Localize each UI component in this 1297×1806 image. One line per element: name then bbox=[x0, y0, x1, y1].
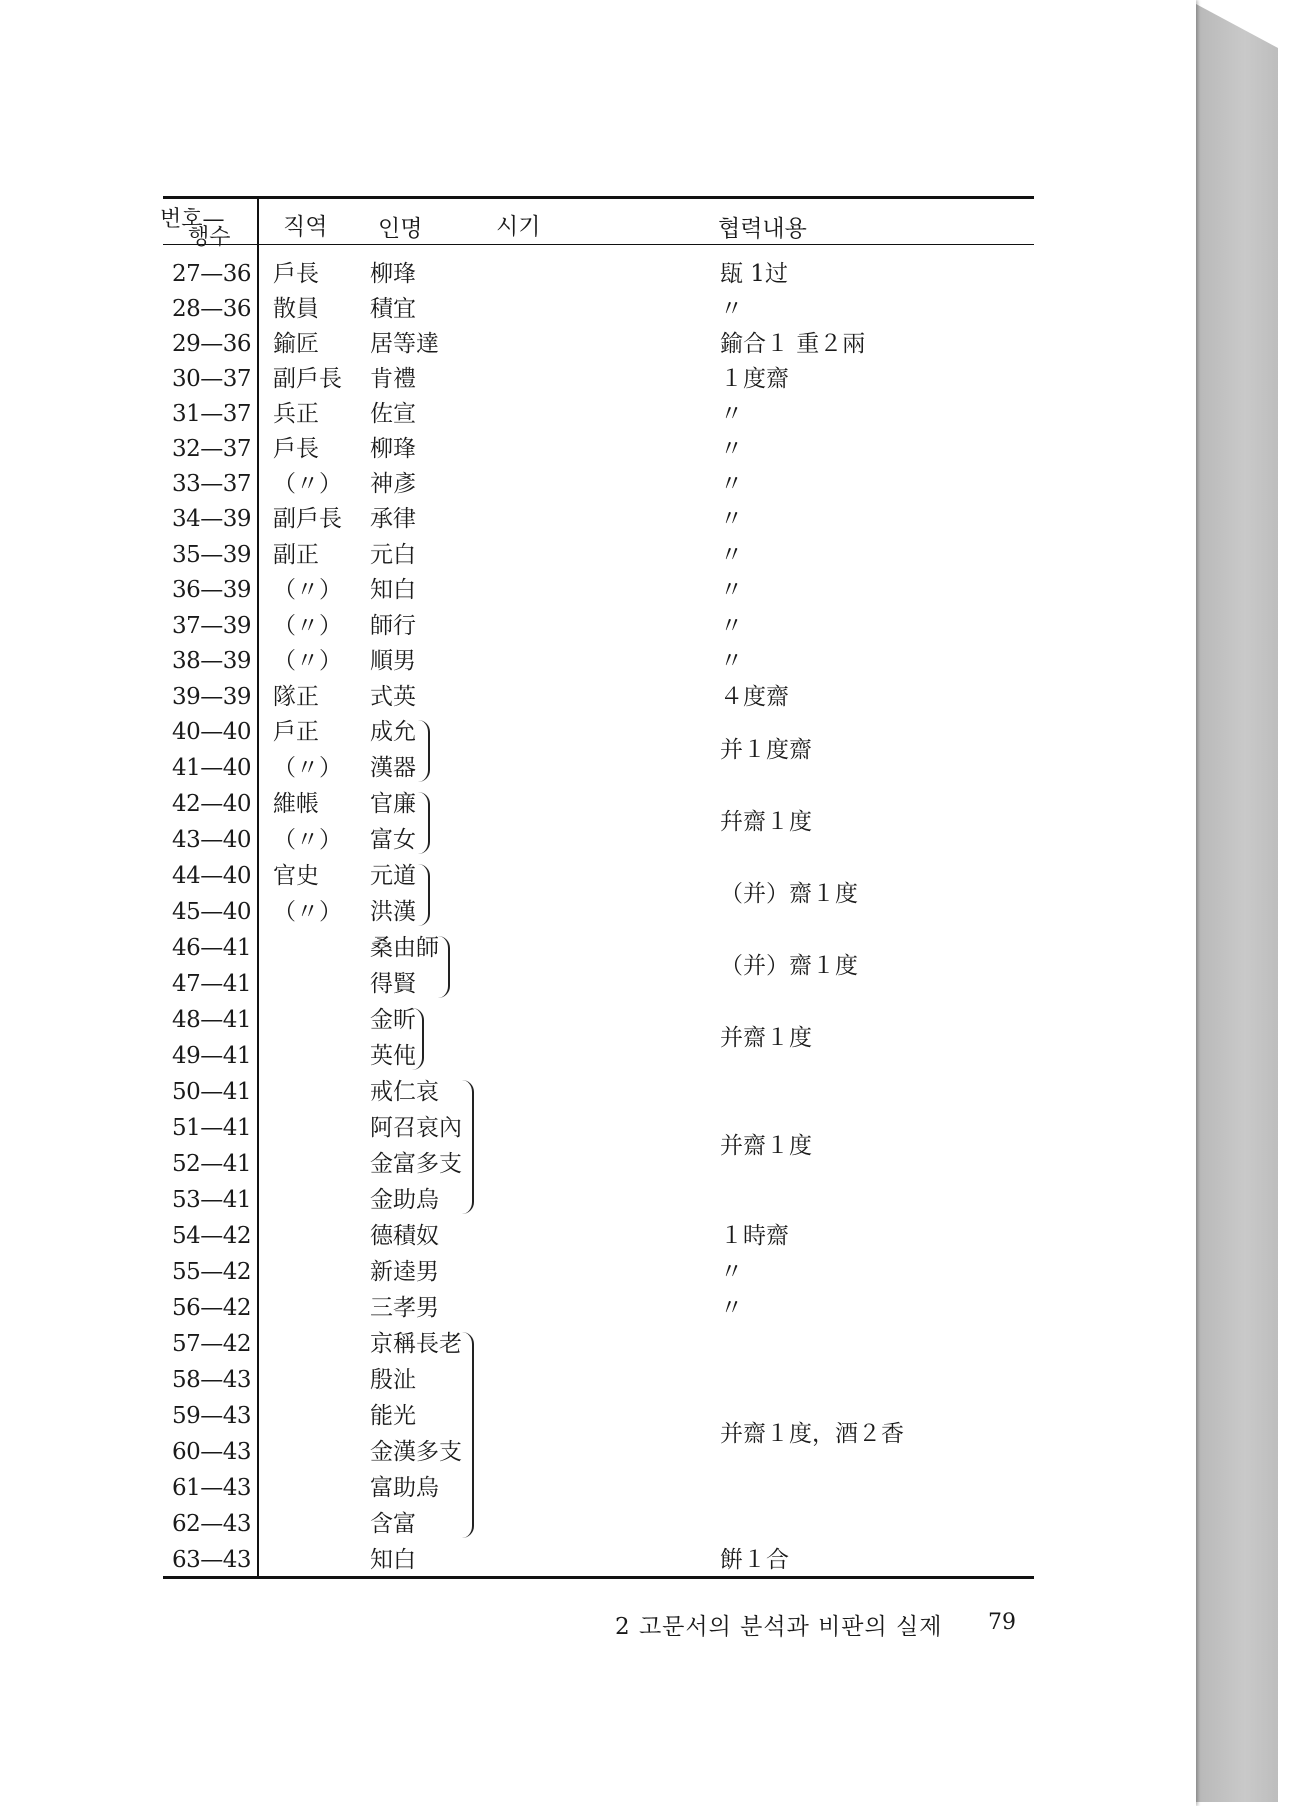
row-number: 42—40 bbox=[172, 791, 252, 817]
row-name: 柳琒 bbox=[370, 261, 416, 287]
row-region: （〃） bbox=[273, 899, 342, 925]
row-number: 55—42 bbox=[172, 1259, 252, 1285]
row-name: 德積奴 bbox=[370, 1223, 439, 1249]
row-name: 富助烏 bbox=[370, 1475, 439, 1501]
row-number: 49—41 bbox=[172, 1043, 252, 1069]
row-content: 〃 bbox=[720, 1259, 743, 1285]
row-name: 成允 bbox=[370, 719, 416, 745]
row-name: 式英 bbox=[370, 684, 416, 710]
row-name: 漢器 bbox=[370, 755, 416, 781]
row-content: 鍮合１ 重２兩 bbox=[720, 331, 866, 357]
row-number: 59—43 bbox=[172, 1403, 252, 1429]
table-bottom-rule bbox=[163, 1576, 1034, 1579]
row-region: （〃） bbox=[273, 613, 342, 639]
row-name: 積宜 bbox=[370, 296, 416, 322]
row-name: 肯禮 bbox=[370, 366, 416, 392]
row-content: １度齋 bbox=[720, 366, 789, 392]
row-name: 柳琒 bbox=[370, 436, 416, 462]
row-content: 〃 bbox=[720, 436, 743, 462]
group-brace bbox=[418, 864, 430, 926]
row-name: 能光 bbox=[370, 1403, 416, 1429]
row-name: 戒仁哀 bbox=[370, 1079, 439, 1105]
row-number: 61—43 bbox=[172, 1475, 252, 1501]
group-brace bbox=[462, 1080, 474, 1214]
row-name: 元白 bbox=[370, 542, 416, 568]
row-number: 29—36 bbox=[172, 331, 252, 357]
group-content: （并）齋１度 bbox=[720, 881, 858, 907]
row-region: 戶正 bbox=[273, 719, 319, 745]
group-content: 幷齋１度 bbox=[720, 809, 812, 835]
row-content: １時齋 bbox=[720, 1223, 789, 1249]
row-region: 官史 bbox=[273, 863, 319, 889]
row-name: 順男 bbox=[370, 648, 416, 674]
row-number: 40—40 bbox=[172, 719, 252, 745]
book-edge bbox=[1196, 4, 1278, 1802]
group-brace bbox=[462, 1332, 474, 1538]
row-number: 51—41 bbox=[172, 1115, 252, 1141]
row-number: 48—41 bbox=[172, 1007, 252, 1033]
row-number: 52—41 bbox=[172, 1151, 252, 1177]
row-number: 33—37 bbox=[172, 471, 252, 497]
row-region: （〃） bbox=[273, 827, 342, 853]
row-region: 副戶長 bbox=[273, 506, 342, 532]
row-region: （〃） bbox=[273, 577, 342, 603]
row-content: 〃 bbox=[720, 471, 743, 497]
row-name: 官廉 bbox=[370, 791, 416, 817]
group-brace bbox=[418, 792, 430, 854]
row-content: ４度齋 bbox=[720, 684, 789, 710]
number-column-divider bbox=[257, 198, 259, 1576]
page-number: 79 bbox=[988, 1610, 1016, 1635]
row-number: 58—43 bbox=[172, 1367, 252, 1393]
row-number: 44—40 bbox=[172, 863, 252, 889]
row-region: 鍮匠 bbox=[273, 331, 319, 357]
group-brace bbox=[418, 720, 430, 782]
row-name: 金漢多支 bbox=[370, 1439, 462, 1465]
row-region: （〃） bbox=[273, 471, 342, 497]
row-name: 金助烏 bbox=[370, 1187, 439, 1213]
group-content: 并１度齋 bbox=[720, 737, 812, 763]
row-number: 38—39 bbox=[172, 648, 252, 674]
row-name: 洪漢 bbox=[370, 899, 416, 925]
row-name: 居等達 bbox=[370, 331, 439, 357]
table-header-rule bbox=[163, 244, 1034, 245]
row-content: 〃 bbox=[720, 1295, 743, 1321]
row-number: 53—41 bbox=[172, 1187, 252, 1213]
row-number: 60—43 bbox=[172, 1439, 252, 1465]
row-number: 57—42 bbox=[172, 1331, 252, 1357]
row-region: 散員 bbox=[273, 296, 319, 322]
row-content: 餠１合 bbox=[720, 1547, 789, 1573]
table-top-rule bbox=[163, 196, 1034, 199]
row-number: 47—41 bbox=[172, 971, 252, 997]
row-content: 〃 bbox=[720, 542, 743, 568]
row-name: 知白 bbox=[370, 1547, 416, 1573]
row-name: 知白 bbox=[370, 577, 416, 603]
row-name: 神彥 bbox=[370, 471, 416, 497]
header-line-count: 행수 bbox=[188, 225, 231, 250]
row-number: 35—39 bbox=[172, 542, 252, 568]
header-number: 번호— bbox=[160, 207, 225, 232]
running-title: 2 고문서의 분석과 비판의 실제 bbox=[615, 1614, 943, 1640]
row-number: 41—40 bbox=[172, 755, 252, 781]
row-name: 得賢 bbox=[370, 971, 416, 997]
header-name: 인명 bbox=[378, 216, 423, 242]
row-region: 副正 bbox=[273, 542, 319, 568]
header-region: 직역 bbox=[283, 214, 328, 240]
row-name: 殷沚 bbox=[370, 1367, 416, 1393]
row-name: 承律 bbox=[370, 506, 416, 532]
row-region: （〃） bbox=[273, 755, 342, 781]
row-name: 金昕 bbox=[370, 1007, 416, 1033]
header-period: 시기 bbox=[496, 214, 541, 240]
row-content: 〃 bbox=[720, 577, 743, 603]
row-content: 瓺 1过 bbox=[720, 261, 788, 287]
row-number: 34—39 bbox=[172, 506, 252, 532]
group-brace bbox=[412, 1008, 424, 1070]
row-content: 〃 bbox=[720, 613, 743, 639]
row-number: 63—43 bbox=[172, 1547, 252, 1573]
group-content: 并齋１度，酒２香 bbox=[720, 1421, 904, 1447]
row-number: 28—36 bbox=[172, 296, 252, 322]
row-name: 英伅 bbox=[370, 1043, 416, 1069]
row-region: 兵正 bbox=[273, 401, 319, 427]
row-name: 新逵男 bbox=[370, 1259, 439, 1285]
row-number: 30—37 bbox=[172, 366, 252, 392]
row-name: 佐宣 bbox=[370, 401, 416, 427]
row-region: 維帳 bbox=[273, 791, 319, 817]
row-number: 43—40 bbox=[172, 827, 252, 853]
group-brace bbox=[438, 936, 450, 998]
row-region: 隊正 bbox=[273, 684, 319, 710]
row-number: 54—42 bbox=[172, 1223, 252, 1249]
row-region: 戶長 bbox=[273, 436, 319, 462]
row-name: 富女 bbox=[370, 827, 416, 853]
row-number: 50—41 bbox=[172, 1079, 252, 1105]
row-number: 45—40 bbox=[172, 899, 252, 925]
row-name: 京稱長老 bbox=[370, 1331, 462, 1357]
row-number: 37—39 bbox=[172, 613, 252, 639]
row-content: 〃 bbox=[720, 401, 743, 427]
row-name: 含富 bbox=[370, 1511, 416, 1537]
row-number: 36—39 bbox=[172, 577, 252, 603]
row-name: 師行 bbox=[370, 613, 416, 639]
header-content: 협력내용 bbox=[718, 216, 807, 242]
row-region: 副戶長 bbox=[273, 366, 342, 392]
group-content: 并齋１度 bbox=[720, 1025, 812, 1051]
row-content: 〃 bbox=[720, 648, 743, 674]
group-content: 并齋１度 bbox=[720, 1133, 812, 1159]
row-number: 46—41 bbox=[172, 935, 252, 961]
row-content: 〃 bbox=[720, 296, 743, 322]
row-region: 戶長 bbox=[273, 261, 319, 287]
row-content: 〃 bbox=[720, 506, 743, 532]
row-number: 31—37 bbox=[172, 401, 252, 427]
row-name: 元道 bbox=[370, 863, 416, 889]
row-number: 39—39 bbox=[172, 684, 252, 710]
row-name: 金富多支 bbox=[370, 1151, 462, 1177]
row-number: 62—43 bbox=[172, 1511, 252, 1537]
row-number: 56—42 bbox=[172, 1295, 252, 1321]
row-name: 阿召哀內 bbox=[370, 1115, 462, 1141]
row-number: 27—36 bbox=[172, 261, 252, 287]
row-number: 32—37 bbox=[172, 436, 252, 462]
row-name: 桑由師 bbox=[370, 935, 439, 961]
row-region: （〃） bbox=[273, 648, 342, 674]
row-name: 三孝男 bbox=[370, 1295, 439, 1321]
group-content: （并）齋１度 bbox=[720, 953, 858, 979]
